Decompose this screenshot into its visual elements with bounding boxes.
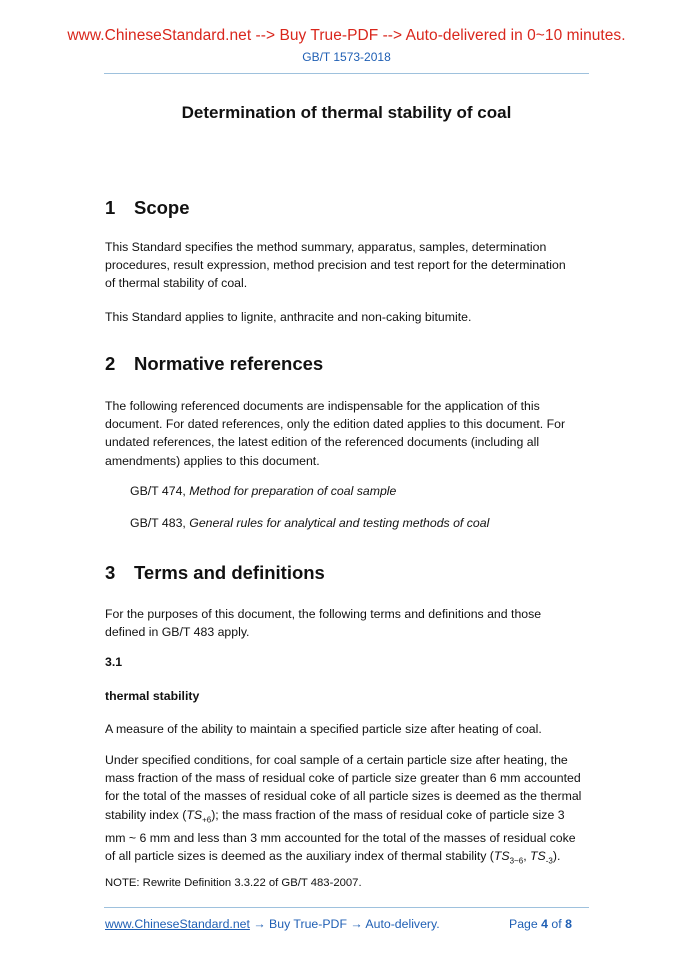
- term-name: thermal stability: [105, 689, 200, 703]
- subscript: +6: [202, 815, 212, 825]
- symbol-ts: TS: [530, 849, 546, 864]
- text-line: amendments) applies to this document.: [105, 453, 320, 468]
- footer-link[interactable]: www.ChineseStandard.net: [105, 917, 250, 931]
- text-line: Under specified conditions, for coal sample of a certain particle size after heating, the: [105, 753, 568, 767]
- subscript: 3~6: [509, 856, 524, 866]
- scope-paragraph-2: This Standard applies to lignite, anthracite and non-caking bitumite.: [105, 310, 472, 324]
- section-title: Terms and definitions: [134, 562, 325, 583]
- text-line: For the purposes of this document, the following terms and definitions and those: [105, 607, 542, 621]
- terms-paragraph: [105, 605, 589, 641]
- reference-code: GB/T 483,: [130, 516, 190, 530]
- section-number: 1: [105, 197, 116, 218]
- term-explanation: [105, 751, 589, 871]
- text-line: procedures, result expression, method precision and test report for the determination: [105, 258, 566, 273]
- symbol-ts: TS: [186, 807, 203, 822]
- text-line: mm ~ 6 mm and less than 3 mm accounted for the total of the masses of residual coke: [105, 831, 576, 846]
- text-line: document. For dated references, only the edition dated applies to this document. For: [105, 417, 566, 432]
- top-banner[interactable]: www.ChineseStandard.net --> Buy True-PDF --> Auto-delivered in 0~10 minutes.: [67, 27, 626, 44]
- section-number: 2: [105, 353, 116, 374]
- footer-divider: [104, 907, 589, 908]
- text-fragment: of all particle sizes is deemed as the auxiliary index of thermal stability (: [105, 849, 494, 864]
- text-line: undated references, the latest edition of the referenced documents (including all: [105, 435, 540, 450]
- section-title: Scope: [134, 197, 190, 218]
- page-label: Page: [509, 917, 542, 931]
- section-2-heading: [105, 353, 323, 375]
- subscript: -3: [545, 856, 553, 866]
- section-3-heading: [105, 562, 325, 584]
- text-line: mass fraction of the mass of residual coke of particle size greater than 6 mm accounted: [105, 771, 581, 786]
- reference-code: GB/T 474,: [130, 484, 190, 498]
- text-line: [105, 847, 589, 871]
- term-definition: A measure of the ability to maintain a specified particle size after heating of coal.: [105, 722, 542, 736]
- reference-item: [130, 484, 396, 498]
- section-1-heading: [105, 197, 190, 219]
- text-fragment: stability index (: [105, 807, 187, 822]
- footer-promo: [105, 917, 440, 931]
- section-title: Normative references: [134, 353, 324, 374]
- text-fragment: ).: [552, 849, 561, 864]
- term-number: 3.1: [105, 655, 123, 669]
- text-line: defined in GB/T 483 apply.: [105, 625, 250, 640]
- page-of: of: [547, 917, 566, 931]
- text-line: This Standard specifies the method summary, apparatus, samples, determination: [105, 240, 547, 254]
- text-line: The following referenced documents are indispensable for the application of this: [105, 399, 540, 413]
- symbol-ts: TS: [493, 849, 510, 864]
- page-current: 4: [541, 917, 548, 931]
- page-indicator: [509, 917, 572, 931]
- section-number: 3: [105, 562, 116, 583]
- document-title: Determination of thermal stability of coal: [181, 103, 512, 122]
- page-total: 8: [565, 917, 572, 931]
- references-paragraph: [105, 397, 589, 470]
- reference-title: Method for preparation of coal sample: [189, 484, 397, 498]
- text-fragment: ); the mass fraction of the mass of residual coke of particle size 3: [211, 807, 565, 822]
- scope-paragraph-1: [105, 238, 589, 293]
- reference-item: [130, 516, 489, 530]
- standard-number: GB/T 1573-2018: [302, 50, 391, 64]
- note: NOTE: Rewrite Definition 3.3.22 of GB/T 483-2007.: [105, 877, 362, 889]
- text-line: of thermal stability of coal.: [105, 276, 248, 291]
- text-line: [105, 806, 589, 830]
- header-divider: [104, 73, 589, 74]
- reference-title: General rules for analytical and testing methods of coal: [189, 516, 490, 530]
- footer-text: → Buy True-PDF → Auto-delivery.: [249, 917, 440, 931]
- text-fragment: ,: [523, 849, 531, 864]
- text-line: for the total of the masses of residual coke of all particle sizes is deemed as the thermal: [105, 789, 582, 804]
